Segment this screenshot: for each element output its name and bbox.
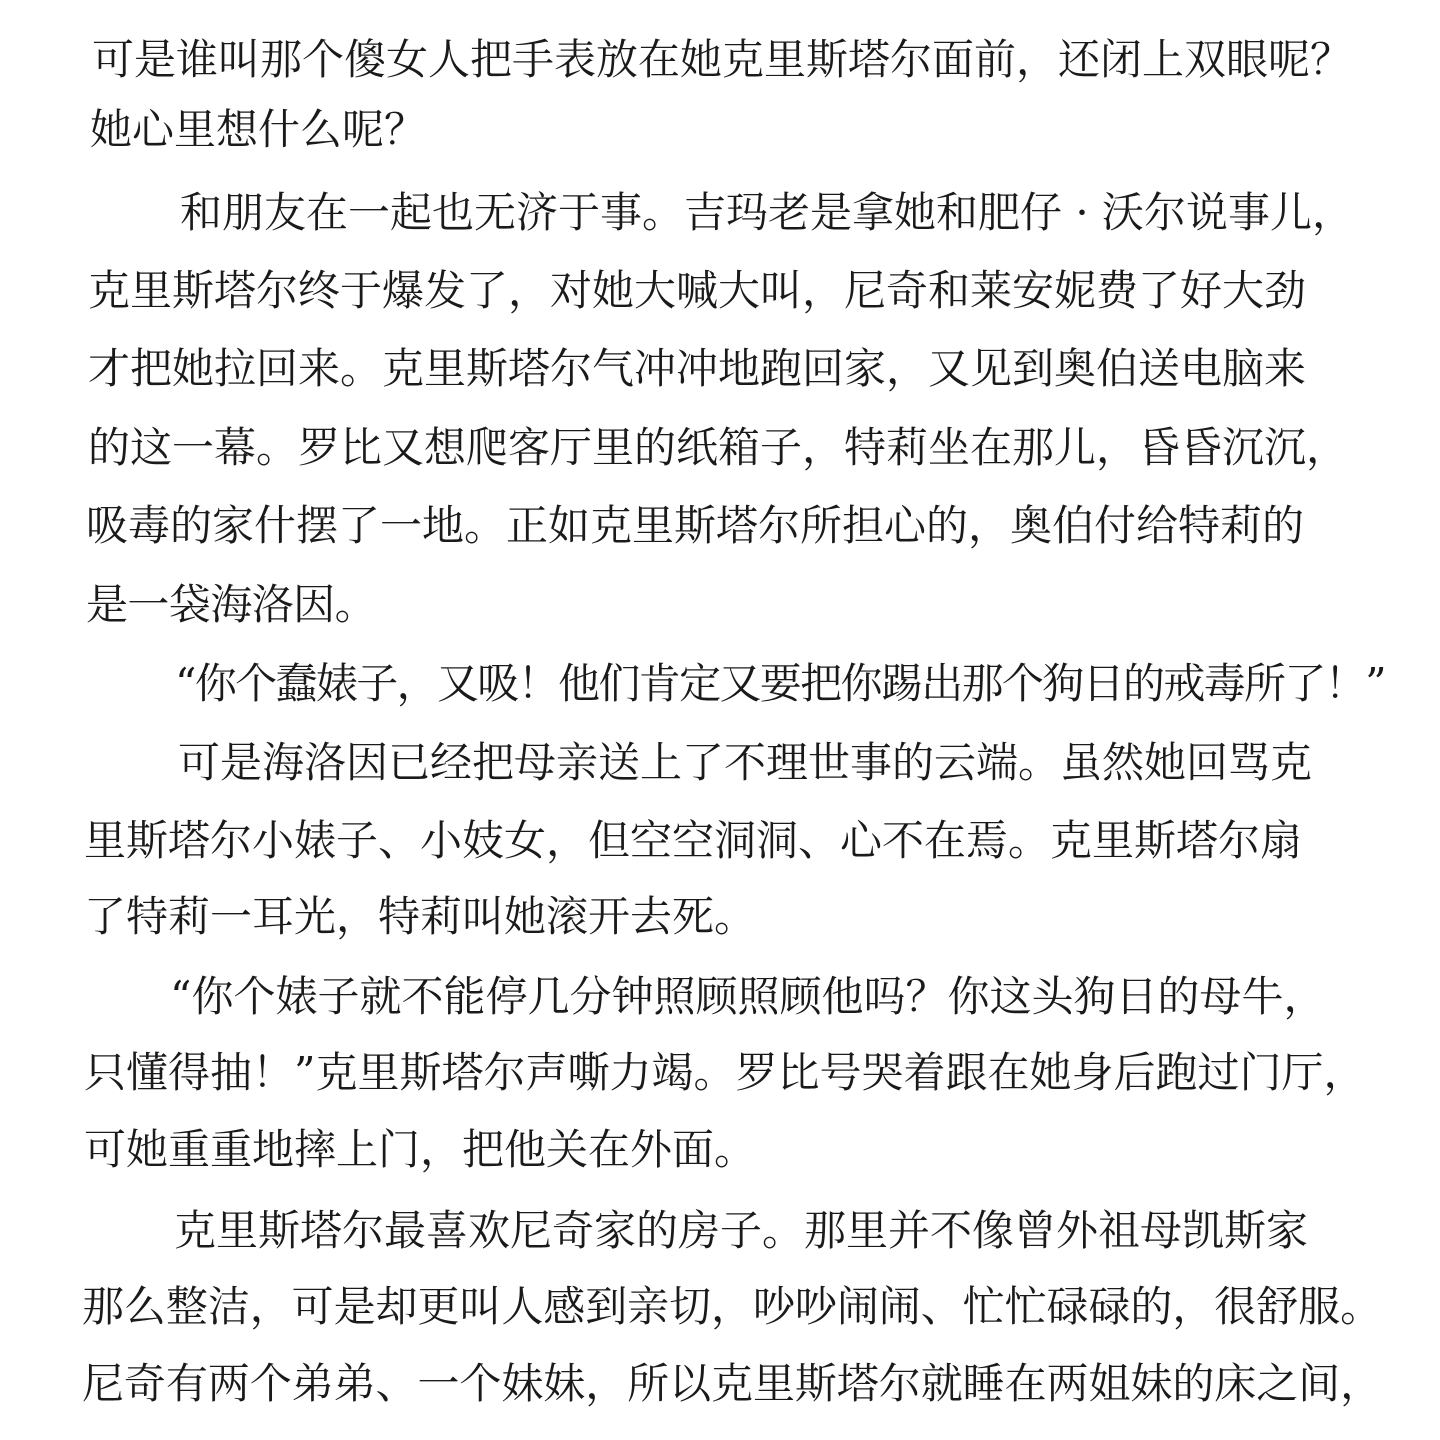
- text-line: 克里斯塔尔终于爆发了，对她大喊大叫，尼奇和莱安妮费了好大劲: [88, 266, 1307, 315]
- text-line: 克里斯塔尔最喜欢尼奇家的房子。那里并不像曾外祖母凯斯家: [174, 1206, 1309, 1255]
- text-line: “你个婊子就不能停几分钟照顾照顾他吗？你这头狗日的母牛，: [170, 972, 1326, 1021]
- text-line: 的这一幕。罗比又想爬客厅里的纸箱子，特莉坐在那儿，昏昏沉沉，: [88, 423, 1349, 472]
- text-line: 只懂得抽！”克里斯塔尔声嘶力竭。罗比号哭着跟在她身后跑过门厅，: [84, 1048, 1366, 1097]
- text-line: 那么整洁，可是却更叫人感到亲切，吵吵闹闹、忙忙碌碌的，很舒服。: [82, 1282, 1383, 1331]
- text-line: 吸毒的家什摆了一地。正如克里斯塔尔所担心的，奥伯付给特莉的: [86, 501, 1305, 550]
- text-line: 是一袋海洛因。: [86, 580, 377, 629]
- text-line: 才把她拉回来。克里斯塔尔气冲冲地跑回家，又见到奥伯送电脑来: [88, 344, 1307, 393]
- text-line: 尼奇有两个弟弟、一个妹妹，所以克里斯塔尔就睡在两姐妹的床之间，: [82, 1359, 1383, 1408]
- text-line: 可她重重地摔上门，把他关在外面。: [84, 1125, 757, 1174]
- text-line: 她心里想什么呢？: [90, 105, 427, 154]
- text-line: 可是谁叫那个傻女人把手表放在她克里斯塔尔面前，还闭上双眼呢？: [92, 35, 1353, 84]
- text-line: 了特莉一耳光，特莉叫她滚开去死。: [84, 892, 757, 941]
- text-line: “你个蠢婊子，又吸！他们肯定又要把你踢出那个狗日的戒毒所了！”: [175, 659, 1385, 708]
- text-line: 和朋友在一起也无济于事。吉玛老是拿她和肥仔 · 沃尔说事儿，: [180, 188, 1355, 237]
- text-line: 可是海洛因已经把母亲送上了不理世事的云端。虽然她回骂克: [178, 738, 1313, 787]
- text-line: 里斯塔尔小婊子、小妓女，但空空洞洞、心不在焉。克里斯塔尔扇: [84, 816, 1303, 865]
